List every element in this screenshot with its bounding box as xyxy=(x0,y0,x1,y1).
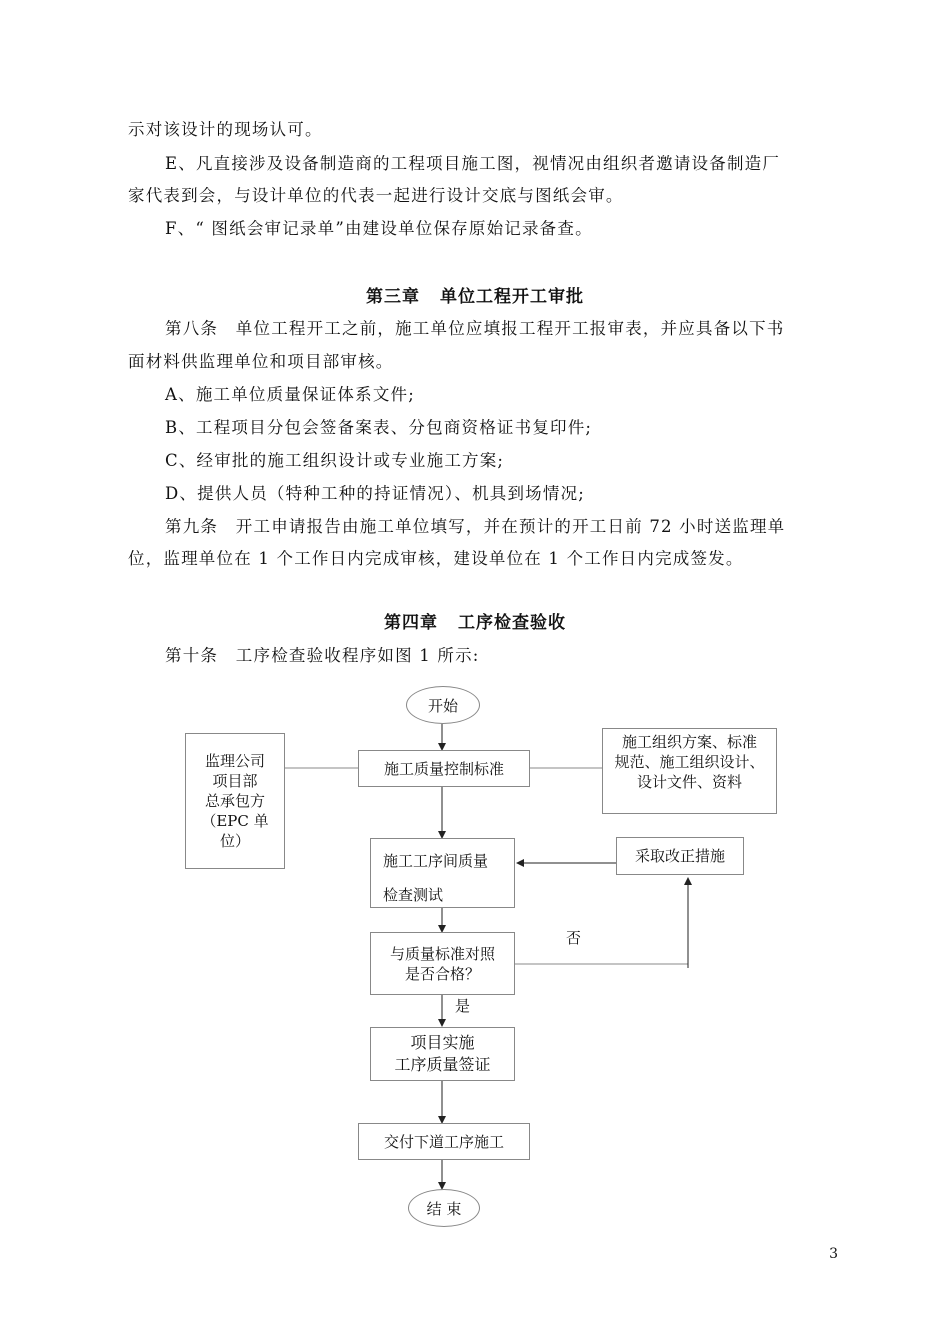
left-box-line-4: （EPC 单 xyxy=(201,812,269,830)
ch3-line-2: 面材料供监理单位和项目部审核。 xyxy=(128,352,394,371)
decision-line-1: 与质量标准对照 xyxy=(389,944,495,963)
flow-control-standard-box: 施工质量控制标准 xyxy=(358,750,530,787)
left-box-line-1: 监理公司 xyxy=(204,752,265,770)
inspection-line-1: 施工工序间质量 xyxy=(383,852,489,870)
flow-no-label: 否 xyxy=(566,929,582,947)
paragraph-line-1: 示对该设计的现场认可。 xyxy=(128,120,323,139)
flow-yes-label: 是 xyxy=(455,997,471,1015)
paragraph-line-4: F、“ 图纸会审记录单”由建设单位保存原始记录备查。 xyxy=(165,219,593,238)
flow-decision-box xyxy=(370,932,515,995)
ch3-line-8: 位，监理单位在 1 个工作日内完成审核，建设单位在 1 个工作日内完成签发。 xyxy=(128,549,744,568)
chapter4-number: 第四章 xyxy=(384,613,438,633)
left-box-line-3: 总承包方 xyxy=(204,792,265,810)
flow-left-parties-box xyxy=(185,733,285,869)
ch3-line-6: D、提供人员（特种工种的持证情况）、机具到场情况; xyxy=(165,484,586,503)
ch3-line-7: 第九条 开工申请报告由施工单位填写，并在预计的开工日前 72 小时送监理单 xyxy=(165,517,786,536)
page-number: 3 xyxy=(829,1246,838,1262)
ch3-line-3: A、施工单位质量保证体系文件; xyxy=(165,385,415,404)
right-box-line-1: 施工组织方案、标准 xyxy=(621,733,757,751)
paragraph-line-2: E、凡直接涉及设备制造商的工程项目施工图，视情况由组织者邀请设备制造厂 xyxy=(165,154,781,173)
flow-start-node: 开始 xyxy=(406,686,480,724)
flow-handover-box: 交付下道工序施工 xyxy=(358,1123,530,1160)
chapter3-title: 单位工程开工审批 xyxy=(440,287,584,307)
paragraph-line-3: 家代表到会，与设计单位的代表一起进行设计交底与图纸会审。 xyxy=(128,186,624,205)
right-box-line-3: 设计文件、资料 xyxy=(636,773,742,791)
flow-signoff-box xyxy=(370,1027,515,1081)
signoff-line-2: 工序质量签证 xyxy=(394,1055,491,1074)
chapter4-title: 工序检查验收 xyxy=(458,613,566,633)
ch4-line-1: 第十条 工序检查验收程序如图 1 所示: xyxy=(165,646,480,665)
flow-right-documents-box xyxy=(602,728,777,814)
inspection-line-2: 检查测试 xyxy=(383,886,444,904)
ch3-line-5: C、经审批的施工组织设计或专业施工方案; xyxy=(165,451,505,470)
right-box-line-2: 规范、施工组织设计、 xyxy=(614,753,765,771)
decision-line-2: 是否合格？ xyxy=(404,964,480,983)
ch3-line-4: B、工程项目分包会签备案表、分包商资格证书复印件; xyxy=(165,418,593,437)
chapter3-number: 第三章 xyxy=(366,287,420,307)
flow-inspection-box xyxy=(370,838,515,908)
flow-corrective-box: 采取改正措施 xyxy=(616,837,744,875)
ch3-line-1: 第八条 单位工程开工之前，施工单位应填报工程开工报审表，并应具备以下书 xyxy=(165,319,785,338)
left-box-line-5: 位） xyxy=(219,832,250,850)
flow-end-node: 结 束 xyxy=(408,1189,480,1227)
left-box-line-2: 项目部 xyxy=(212,772,258,790)
signoff-line-1: 项目实施 xyxy=(410,1033,475,1052)
